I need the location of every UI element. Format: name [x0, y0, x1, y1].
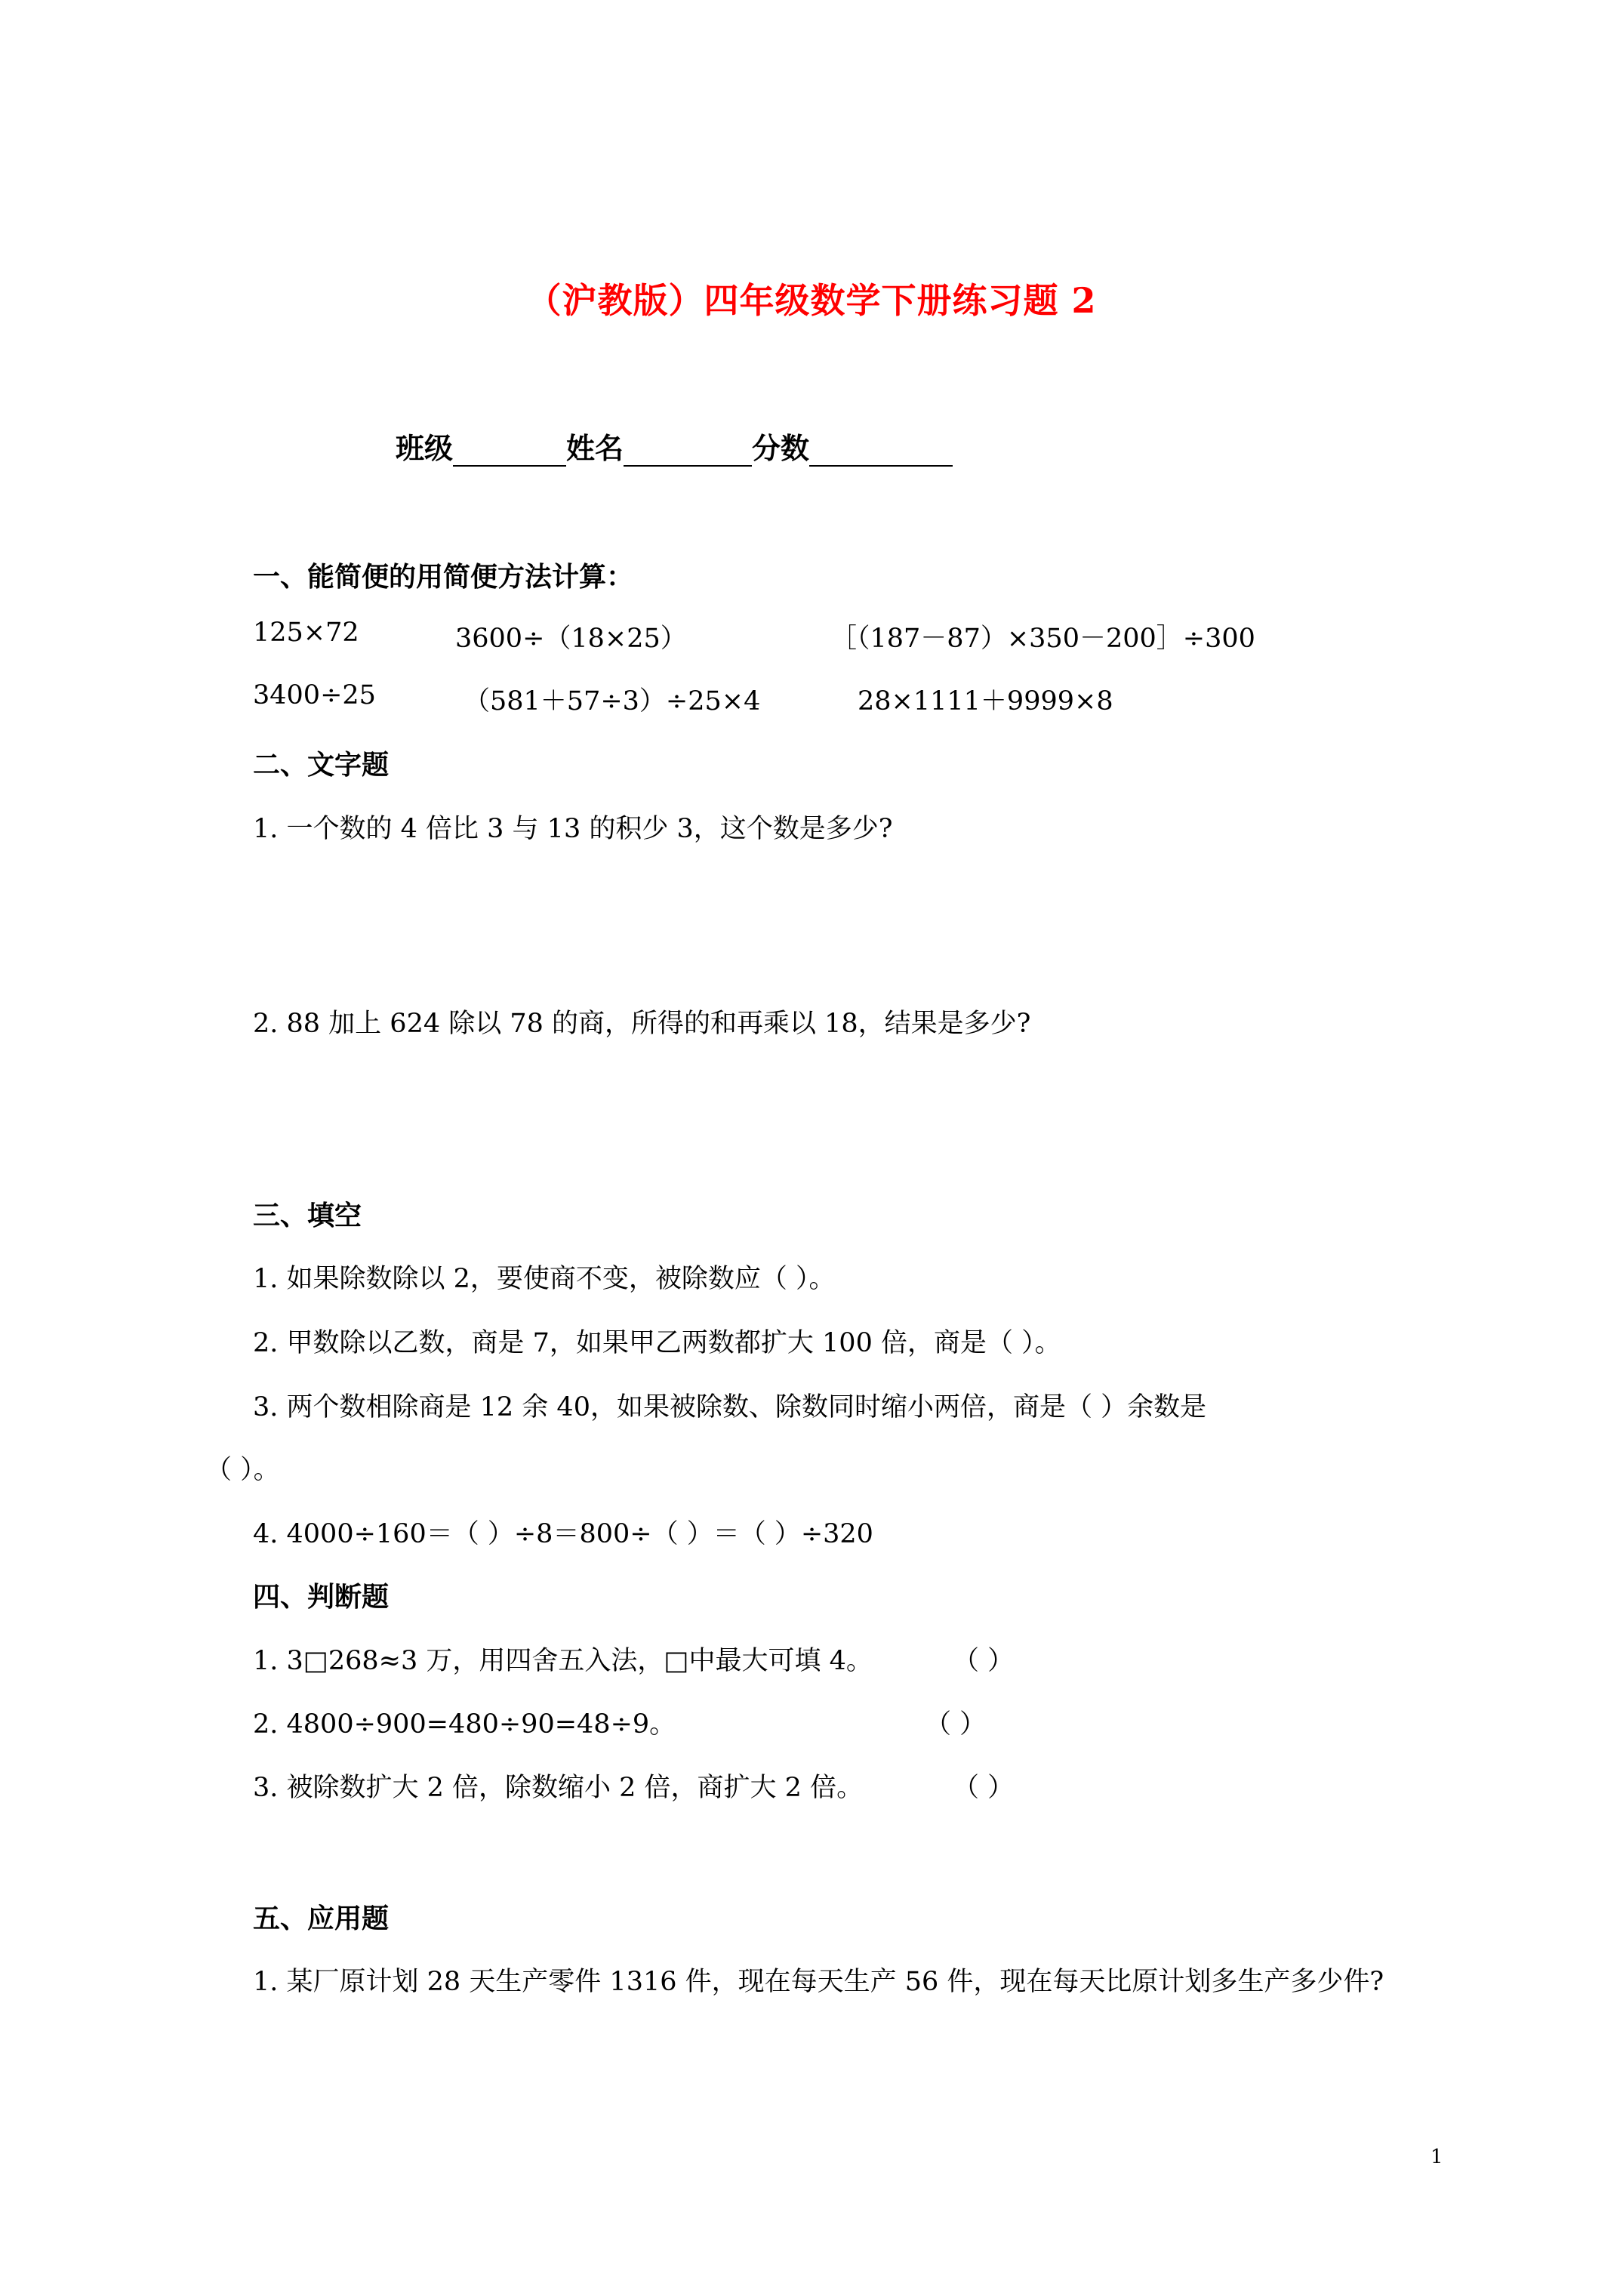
student-info-line [396, 425, 953, 467]
fill-blank-question: 1. 如果除数除以 2，要使商不变，被除数应（ ）。 [253, 1264, 836, 1294]
fill-blank-question: 2. 甲数除以乙数，商是 7，如果甲乙两数都扩大 100 倍，商是（ ）。 [253, 1328, 1061, 1358]
page-title: （沪教版）四年级数学下册练习题 2 [526, 280, 1097, 321]
calc-expression: 3600÷（18×25） [455, 624, 687, 654]
class-label: 班级 [396, 431, 454, 465]
calc-expression: 28×1111＋9999×8 [858, 686, 1113, 717]
calc-expression: ［（187－87）×350－200］÷300 [830, 624, 1255, 654]
judgment-question: 3. 被除数扩大 2 倍，除数缩小 2 倍，商扩大 2 倍。 [253, 1773, 864, 1803]
section-2-heading: 二、文字题 [253, 749, 390, 781]
name-blank[interactable] [624, 436, 752, 467]
fill-blank-question: 3. 两个数相除商是 12 余 40，如果被除数、除数同时缩小两倍，商是（ ）余数是 [253, 1392, 1207, 1422]
fill-blank-question-continued: （ ）。 [205, 1455, 280, 1485]
section-4-heading: 四、判断题 [253, 1581, 390, 1613]
class-blank[interactable] [453, 436, 566, 467]
answer-parentheses[interactable]: （ ） [953, 1646, 1015, 1676]
word-problem: 1. 一个数的 4 倍比 3 与 13 的积少 3，这个数是多少? [253, 814, 893, 844]
calc-expression: （581＋57÷3）÷25×4 [463, 686, 761, 717]
section-5-heading: 五、应用题 [253, 1903, 390, 1934]
section-3-heading: 三、填空 [253, 1200, 362, 1231]
calc-expression: 125×72 [253, 618, 359, 648]
score-label: 分数 [752, 431, 810, 465]
calc-expression: 3400÷25 [253, 680, 376, 710]
answer-parentheses[interactable]: （ ） [953, 1773, 1015, 1803]
score-blank[interactable] [809, 436, 953, 467]
page-number: 1 [1431, 2146, 1443, 2168]
answer-parentheses[interactable]: （ ） [925, 1709, 987, 1740]
judgment-question: 1. 3□268≈3 万，用四舍五入法，□中最大可填 4。 [253, 1646, 873, 1676]
judgment-question: 2. 4800÷900=480÷90=48÷9。 [253, 1709, 676, 1740]
section-1-heading: 一、能简便的用简便方法计算： [253, 561, 634, 593]
application-problem: 1. 某厂原计划 28 天生产零件 1316 件，现在每天生产 56 件，现在每天比原计划多生产多少件? [253, 1967, 1384, 1997]
fill-blank-question: 4. 4000÷160＝（ ）÷8＝800÷（ ）＝（ ）÷320 [253, 1519, 873, 1549]
word-problem: 2. 88 加上 624 除以 78 的商，所得的和再乘以 18，结果是多少? [253, 1009, 1031, 1039]
name-label: 姓名 [566, 431, 624, 465]
